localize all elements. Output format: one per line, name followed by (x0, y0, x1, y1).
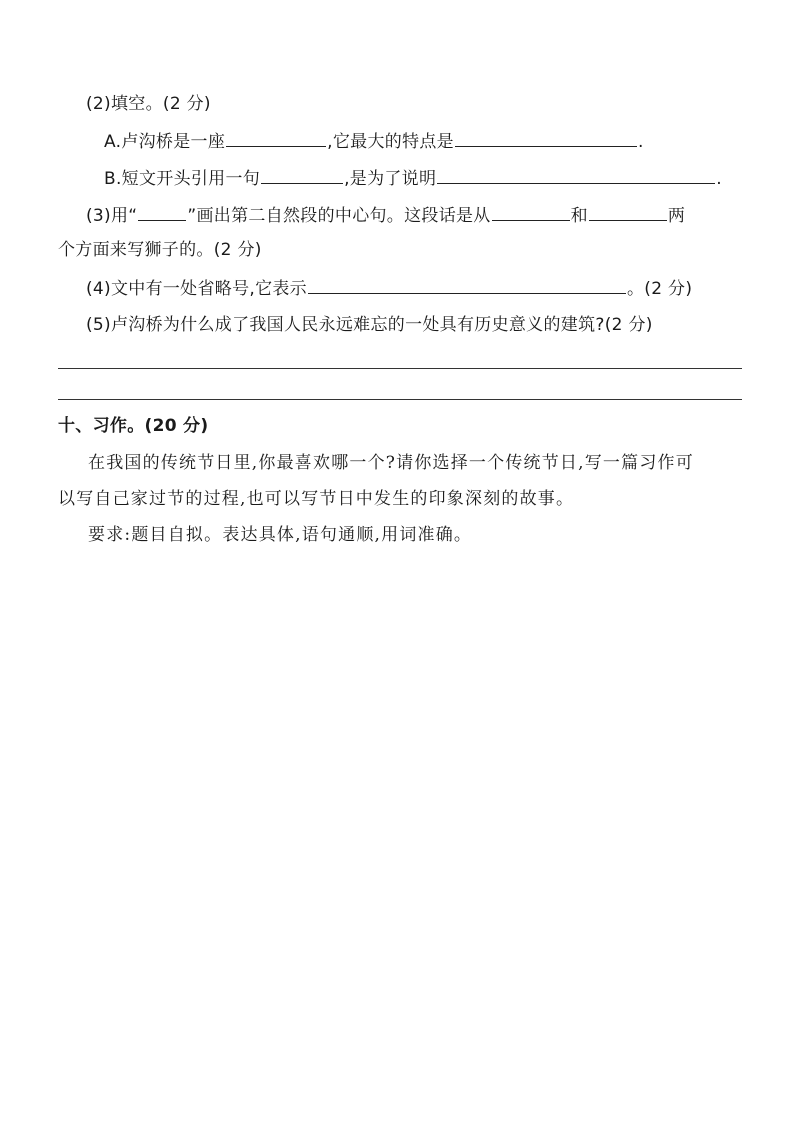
section10-requirements-text: 要求:题目自拟。表达具体,语句通顺,用词准确。 (88, 525, 473, 545)
q2-b-line (104, 166, 722, 191)
q2-a-middle: ,它最大的特点是 (327, 132, 454, 152)
q2-b-blank-1[interactable] (261, 166, 343, 184)
section10-prompt-line-2 (58, 487, 574, 511)
q2-a-end: . (637, 132, 644, 152)
q3-blank-1[interactable] (492, 203, 570, 221)
q3-line-1 (86, 203, 685, 228)
section10-prompt-1-text: 在我国的传统节日里,你最喜欢哪一个?请你选择一个传统节日,写一篇习作可 (88, 453, 694, 473)
q3-line2-text: 个方面来写狮子的。(2 分) (58, 240, 262, 260)
q2-b-middle: ,是为了说明 (344, 169, 437, 189)
q2-a-prefix: A.卢沟桥是一座 (104, 132, 226, 152)
answer-line-1[interactable] (58, 368, 742, 369)
q3-prefix: (3)用“ (86, 206, 138, 226)
q4-suffix: 。(2 分) (626, 279, 693, 299)
q3-quote-end: ”画出第二自然段的中心句。这段话是从 (187, 206, 491, 226)
section10-requirements (88, 523, 472, 547)
q5-text: (5)卢沟桥为什么成了我国人民永远难忘的一处具有历史意义的建筑?(2 分) (86, 315, 653, 335)
q3-blank-underline[interactable] (138, 203, 186, 221)
q2-b-blank-2[interactable] (437, 166, 715, 184)
q2-title-text: (2)填空。(2 分) (86, 94, 211, 114)
q2-a-line (104, 129, 644, 154)
q2-a-blank-1[interactable] (226, 129, 326, 147)
q2-b-prefix: B.短文开头引用一句 (104, 169, 261, 189)
q2-a-blank-2[interactable] (455, 129, 637, 147)
section10-prompt-2-text: 以写自己家过节的过程,也可以写节日中发生的印象深刻的故事。 (58, 489, 575, 509)
q3-blank-2[interactable] (589, 203, 667, 221)
q4-prefix: (4)文中有一处省略号,它表示 (86, 279, 307, 299)
q2-b-end: . (716, 169, 723, 189)
answer-line-2[interactable] (58, 399, 742, 400)
q5-line (86, 313, 653, 337)
q2-title (86, 92, 211, 116)
q3-line-2 (58, 238, 262, 262)
q4-line (86, 276, 692, 301)
q3-and: 和 (570, 206, 588, 226)
section10-title (58, 414, 208, 438)
section10-prompt-line-1 (88, 451, 694, 475)
q3-tail: 两 (667, 206, 686, 226)
section10-title-text: 十、习作。(20 分) (58, 416, 209, 436)
q4-blank[interactable] (308, 276, 626, 294)
